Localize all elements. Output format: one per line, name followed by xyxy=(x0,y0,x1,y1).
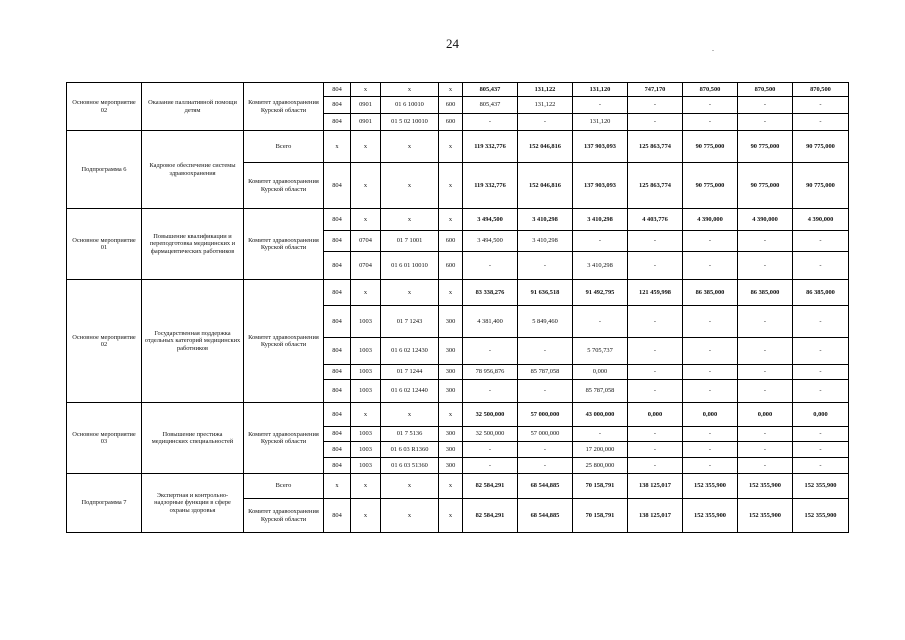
amount-cell: 0,000 xyxy=(793,403,849,427)
amount-cell: 137 903,093 xyxy=(573,163,628,209)
amount-cell: 747,170 xyxy=(628,83,683,97)
vr-code-cell: 600 xyxy=(439,97,463,114)
amount-cell: - xyxy=(628,338,683,365)
vr-code-cell: х xyxy=(439,280,463,306)
amount-cell: 125 863,774 xyxy=(628,131,683,163)
amount-cell: 82 584,291 xyxy=(463,474,518,499)
vr-code-cell: 300 xyxy=(439,306,463,338)
amount-cell: - xyxy=(518,114,573,131)
vr-code-cell: 300 xyxy=(439,338,463,365)
amount-cell: 4 390,000 xyxy=(683,209,738,231)
amount-cell: 3 494,500 xyxy=(463,209,518,231)
amount-cell: 90 775,000 xyxy=(793,131,849,163)
rzpr-code-cell: 1003 xyxy=(351,306,381,338)
amount-cell: - xyxy=(738,338,793,365)
executor-cell: Комитет здравоохранения Курской области xyxy=(244,280,324,403)
vr-code-cell: 600 xyxy=(439,231,463,252)
amount-cell: - xyxy=(738,380,793,403)
amount-cell: - xyxy=(738,306,793,338)
budget-table xyxy=(66,82,849,533)
status-cell: Подпрограмма 6 xyxy=(67,131,142,209)
amount-cell: 152 355,900 xyxy=(683,474,738,499)
amount-cell: 3 410,298 xyxy=(518,231,573,252)
amount-cell: - xyxy=(793,338,849,365)
amount-cell: - xyxy=(628,252,683,280)
executor-cell: Комитет здравоохранения Курской области xyxy=(244,403,324,474)
vr-code-cell: х xyxy=(439,209,463,231)
csr-code-cell: х xyxy=(381,474,439,499)
amount-cell: 68 544,885 xyxy=(518,474,573,499)
vr-code-cell: х xyxy=(439,403,463,427)
amount-cell: - xyxy=(738,442,793,458)
grbs-code-cell: 804 xyxy=(324,306,351,338)
rzpr-code-cell: 0901 xyxy=(351,97,381,114)
grbs-code-cell: 804 xyxy=(324,365,351,380)
amount-cell: - xyxy=(628,442,683,458)
grbs-code-cell: х xyxy=(324,131,351,163)
amount-cell: - xyxy=(463,442,518,458)
vr-code-cell: 600 xyxy=(439,114,463,131)
amount-cell: - xyxy=(793,442,849,458)
amount-cell: 82 584,291 xyxy=(463,499,518,533)
amount-cell: - xyxy=(793,114,849,131)
amount-cell: 70 158,791 xyxy=(573,499,628,533)
rzpr-code-cell: х xyxy=(351,163,381,209)
grbs-code-cell: 804 xyxy=(324,97,351,114)
amount-cell: 0,000 xyxy=(628,403,683,427)
amount-cell: 90 775,000 xyxy=(683,163,738,209)
amount-cell: 138 125,017 xyxy=(628,499,683,533)
amount-cell: - xyxy=(738,97,793,114)
amount-cell: 5 849,460 xyxy=(518,306,573,338)
amount-cell: - xyxy=(463,380,518,403)
amount-cell: - xyxy=(683,114,738,131)
amount-cell: - xyxy=(793,365,849,380)
program-name-cell: Повышение квалификации и переподготовка медицинских и фармацевтических работников xyxy=(142,209,244,280)
amount-cell: 3 410,298 xyxy=(573,252,628,280)
vr-code-cell: 300 xyxy=(439,442,463,458)
rzpr-code-cell: х xyxy=(351,83,381,97)
amount-cell: - xyxy=(793,97,849,114)
amount-cell: 137 903,093 xyxy=(573,131,628,163)
amount-cell: 131,122 xyxy=(518,83,573,97)
table-row xyxy=(67,83,849,97)
csr-code-cell: х xyxy=(381,131,439,163)
status-cell: Основное мероприятие 02 xyxy=(67,280,142,403)
amount-cell: 57 000,000 xyxy=(518,403,573,427)
rzpr-code-cell: х xyxy=(351,499,381,533)
amount-cell: 805,437 xyxy=(463,97,518,114)
amount-cell: - xyxy=(793,231,849,252)
vr-code-cell: 300 xyxy=(439,380,463,403)
amount-cell: - xyxy=(628,365,683,380)
amount-cell: 121 459,998 xyxy=(628,280,683,306)
amount-cell: 0,000 xyxy=(738,403,793,427)
vr-code-cell: 300 xyxy=(439,427,463,442)
amount-cell: - xyxy=(573,97,628,114)
csr-code-cell: 01 7 1001 xyxy=(381,231,439,252)
grbs-code-cell: 804 xyxy=(324,499,351,533)
amount-cell: 870,500 xyxy=(683,83,738,97)
program-name-cell: Кадровое обеспечение системы здравоохранения xyxy=(142,131,244,209)
amount-cell: 91 636,518 xyxy=(518,280,573,306)
program-name-cell: Оказание паллиативной помощи детям xyxy=(142,83,244,131)
amount-cell: - xyxy=(518,380,573,403)
amount-cell: 90 775,000 xyxy=(738,131,793,163)
amount-cell: - xyxy=(518,458,573,474)
table-row xyxy=(67,474,849,499)
amount-cell: - xyxy=(793,427,849,442)
amount-cell: - xyxy=(793,252,849,280)
rzpr-code-cell: 0901 xyxy=(351,114,381,131)
program-name-cell: Государственная поддержка отдельных категорий медицинских работников xyxy=(142,280,244,403)
csr-code-cell: 01 6 03 R1360 xyxy=(381,442,439,458)
amount-cell: - xyxy=(463,252,518,280)
amount-cell: 90 775,000 xyxy=(738,163,793,209)
amount-cell: 870,500 xyxy=(738,83,793,97)
amount-cell: - xyxy=(793,458,849,474)
amount-cell: 17 200,000 xyxy=(573,442,628,458)
csr-code-cell: 01 7 1244 xyxy=(381,365,439,380)
grbs-code-cell: 804 xyxy=(324,114,351,131)
amount-cell: - xyxy=(683,306,738,338)
amount-cell: - xyxy=(518,338,573,365)
csr-code-cell: 01 6 02 12430 xyxy=(381,338,439,365)
executor-cell: Комитет здравоохранения Курской области xyxy=(244,499,324,533)
grbs-code-cell: 804 xyxy=(324,252,351,280)
amount-cell: - xyxy=(463,458,518,474)
csr-code-cell: 01 5 02 10010 xyxy=(381,114,439,131)
amount-cell: - xyxy=(738,114,793,131)
amount-cell: 78 956,876 xyxy=(463,365,518,380)
csr-code-cell: 01 6 01 10010 xyxy=(381,252,439,280)
amount-cell: 131,122 xyxy=(518,97,573,114)
status-cell: Основное мероприятие 01 xyxy=(67,209,142,280)
vr-code-cell: х xyxy=(439,474,463,499)
csr-code-cell: 01 6 02 12440 xyxy=(381,380,439,403)
amount-cell: - xyxy=(738,252,793,280)
amount-cell: 57 000,000 xyxy=(518,427,573,442)
amount-cell: - xyxy=(628,231,683,252)
rzpr-code-cell: х xyxy=(351,474,381,499)
program-name-cell: Повышение престижа медицинских специальностей xyxy=(142,403,244,474)
table-row xyxy=(67,280,849,306)
vr-code-cell: х xyxy=(439,163,463,209)
csr-code-cell: 01 7 5136 xyxy=(381,427,439,442)
amount-cell: - xyxy=(683,338,738,365)
amount-cell: 70 158,791 xyxy=(573,474,628,499)
amount-cell: 90 775,000 xyxy=(793,163,849,209)
amount-cell: 4 403,776 xyxy=(628,209,683,231)
grbs-code-cell: 804 xyxy=(324,163,351,209)
amount-cell: 805,437 xyxy=(463,83,518,97)
rzpr-code-cell: 1003 xyxy=(351,427,381,442)
amount-cell: 4 381,400 xyxy=(463,306,518,338)
amount-cell: - xyxy=(628,306,683,338)
amount-cell: 3 410,298 xyxy=(518,209,573,231)
table-row xyxy=(67,131,849,163)
grbs-code-cell: 804 xyxy=(324,231,351,252)
amount-cell: - xyxy=(573,306,628,338)
table-row xyxy=(67,209,849,231)
amount-cell: - xyxy=(738,365,793,380)
amount-cell: 32 500,000 xyxy=(463,427,518,442)
amount-cell: 25 800,000 xyxy=(573,458,628,474)
amount-cell: - xyxy=(628,380,683,403)
executor-cell: Всего xyxy=(244,131,324,163)
rzpr-code-cell: х xyxy=(351,403,381,427)
rzpr-code-cell: х xyxy=(351,280,381,306)
program-name-cell: Экспертная и контрольно-надзорные функции в сфере охраны здоровья xyxy=(142,474,244,533)
amount-cell: - xyxy=(683,231,738,252)
amount-cell: 119 332,776 xyxy=(463,131,518,163)
rzpr-code-cell: 1003 xyxy=(351,338,381,365)
grbs-code-cell: 804 xyxy=(324,403,351,427)
amount-cell: 152 355,900 xyxy=(793,474,849,499)
rzpr-code-cell: 0704 xyxy=(351,252,381,280)
status-cell: Основное мероприятие 02 xyxy=(67,83,142,131)
amount-cell: 4 390,000 xyxy=(738,209,793,231)
csr-code-cell: х xyxy=(381,280,439,306)
csr-code-cell: х xyxy=(381,163,439,209)
grbs-code-cell: 804 xyxy=(324,338,351,365)
executor-cell: Комитет здравоохранения Курской области xyxy=(244,209,324,280)
amount-cell: 43 000,000 xyxy=(573,403,628,427)
grbs-code-cell: 804 xyxy=(324,280,351,306)
amount-cell: - xyxy=(793,380,849,403)
scan-speck xyxy=(712,50,714,51)
amount-cell: 5 705,737 xyxy=(573,338,628,365)
csr-code-cell: х xyxy=(381,83,439,97)
amount-cell: - xyxy=(738,427,793,442)
amount-cell: 3 410,298 xyxy=(573,209,628,231)
amount-cell: - xyxy=(793,306,849,338)
amount-cell: 152 046,816 xyxy=(518,163,573,209)
executor-cell: Комитет здравоохранения Курской области xyxy=(244,83,324,131)
amount-cell: - xyxy=(573,231,628,252)
amount-cell: - xyxy=(463,114,518,131)
amount-cell: 85 787,058 xyxy=(518,365,573,380)
amount-cell: - xyxy=(518,442,573,458)
amount-cell: 152 355,900 xyxy=(738,499,793,533)
csr-code-cell: 01 7 1243 xyxy=(381,306,439,338)
rzpr-code-cell: х xyxy=(351,209,381,231)
amount-cell: 3 494,500 xyxy=(463,231,518,252)
amount-cell: 86 385,000 xyxy=(738,280,793,306)
grbs-code-cell: 804 xyxy=(324,83,351,97)
amount-cell: - xyxy=(628,427,683,442)
executor-cell: Комитет здравоохранения Курской области xyxy=(244,163,324,209)
amount-cell: 870,500 xyxy=(793,83,849,97)
rzpr-code-cell: 0704 xyxy=(351,231,381,252)
vr-code-cell: 300 xyxy=(439,458,463,474)
rzpr-code-cell: 1003 xyxy=(351,380,381,403)
amount-cell: 152 355,900 xyxy=(793,499,849,533)
amount-cell: 86 385,000 xyxy=(793,280,849,306)
amount-cell: 152 355,900 xyxy=(683,499,738,533)
grbs-code-cell: 804 xyxy=(324,209,351,231)
csr-code-cell: х xyxy=(381,499,439,533)
amount-cell: - xyxy=(628,458,683,474)
page-number: 24 xyxy=(446,36,459,51)
grbs-code-cell: 804 xyxy=(324,380,351,403)
vr-code-cell: х xyxy=(439,83,463,97)
csr-code-cell: х xyxy=(381,209,439,231)
amount-cell: 119 332,776 xyxy=(463,163,518,209)
grbs-code-cell: 804 xyxy=(324,458,351,474)
amount-cell: 152 046,816 xyxy=(518,131,573,163)
amount-cell: 90 775,000 xyxy=(683,131,738,163)
amount-cell: 85 787,058 xyxy=(573,380,628,403)
csr-code-cell: х xyxy=(381,403,439,427)
amount-cell: 125 863,774 xyxy=(628,163,683,209)
status-cell: Подпрограмма 7 xyxy=(67,474,142,533)
rzpr-code-cell: х xyxy=(351,131,381,163)
amount-cell: 0,000 xyxy=(683,403,738,427)
amount-cell: 152 355,900 xyxy=(738,474,793,499)
amount-cell: 83 338,276 xyxy=(463,280,518,306)
amount-cell: 86 385,000 xyxy=(683,280,738,306)
rzpr-code-cell: 1003 xyxy=(351,458,381,474)
amount-cell: 68 544,885 xyxy=(518,499,573,533)
vr-code-cell: 300 xyxy=(439,365,463,380)
amount-cell: 91 492,795 xyxy=(573,280,628,306)
amount-cell: - xyxy=(738,231,793,252)
grbs-code-cell: 804 xyxy=(324,442,351,458)
amount-cell: - xyxy=(738,458,793,474)
amount-cell: - xyxy=(683,380,738,403)
amount-cell: - xyxy=(683,427,738,442)
amount-cell: - xyxy=(683,442,738,458)
amount-cell: - xyxy=(683,458,738,474)
amount-cell: - xyxy=(683,97,738,114)
amount-cell: - xyxy=(683,252,738,280)
amount-cell: - xyxy=(463,338,518,365)
status-cell: Основное мероприятие 03 xyxy=(67,403,142,474)
rzpr-code-cell: 1003 xyxy=(351,442,381,458)
grbs-code-cell: 804 xyxy=(324,427,351,442)
amount-cell: 0,000 xyxy=(573,365,628,380)
executor-cell: Всего xyxy=(244,474,324,499)
vr-code-cell: 600 xyxy=(439,252,463,280)
vr-code-cell: х xyxy=(439,499,463,533)
amount-cell: - xyxy=(628,97,683,114)
vr-code-cell: х xyxy=(439,131,463,163)
amount-cell: - xyxy=(683,365,738,380)
amount-cell: 4 390,000 xyxy=(793,209,849,231)
amount-cell: - xyxy=(573,427,628,442)
csr-code-cell: 01 6 03 51360 xyxy=(381,458,439,474)
amount-cell: - xyxy=(628,114,683,131)
table-row xyxy=(67,403,849,427)
csr-code-cell: 01 6 10010 xyxy=(381,97,439,114)
amount-cell: 32 500,000 xyxy=(463,403,518,427)
grbs-code-cell: х xyxy=(324,474,351,499)
amount-cell: 131,120 xyxy=(573,114,628,131)
amount-cell: - xyxy=(518,252,573,280)
amount-cell: 131,120 xyxy=(573,83,628,97)
budget-table-body xyxy=(67,83,849,533)
amount-cell: 138 125,017 xyxy=(628,474,683,499)
rzpr-code-cell: 1003 xyxy=(351,365,381,380)
